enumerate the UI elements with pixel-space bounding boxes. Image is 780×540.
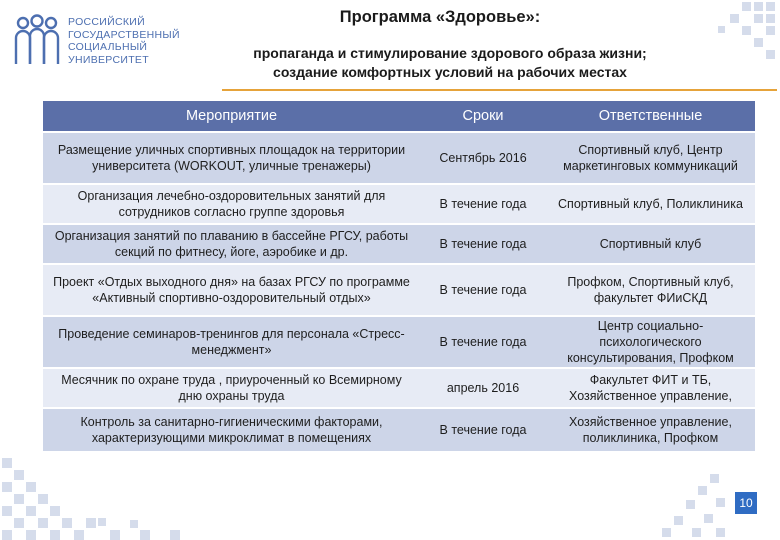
column-header-term: Сроки	[420, 101, 546, 132]
cell-event: Месячник по охране труда , приуроченный ко Всемирному дню охраны труда	[43, 368, 420, 408]
cell-responsible: Хозяйственное управление, поликлиника, Профком	[546, 408, 755, 452]
table-header-row	[43, 101, 755, 132]
subtitle-underline	[222, 89, 777, 91]
decorative-squares-bottom-right	[640, 470, 730, 540]
cell-term: апрель 2016	[420, 368, 546, 408]
logo-line: УНИВЕРСИТЕТ	[68, 53, 149, 66]
cell-term: Сентябрь 2016	[420, 132, 546, 184]
subtitle-line: создание комфортных условий на рабочих местах	[273, 64, 627, 80]
cell-responsible: Спортивный клуб	[546, 224, 755, 264]
cell-term: В течение года	[420, 408, 546, 452]
university-logo	[12, 12, 182, 72]
table-row	[43, 264, 755, 316]
program-table	[43, 101, 755, 453]
cell-event: Контроль за санитарно-гигиеническими факторами, характеризующими микроклимат в помещениях	[43, 408, 420, 452]
cell-responsible: Центр социально-психологического консультирования, Профком	[546, 316, 755, 368]
cell-term: В течение года	[420, 264, 546, 316]
cell-responsible: Профком, Спортивный клуб, факультет ФИиСКД	[546, 264, 755, 316]
cell-responsible: Спортивный клуб, Поликлиника	[546, 184, 755, 224]
logo-line: ГОСУДАРСТВЕННЫЙ	[68, 28, 180, 41]
column-header-event: Мероприятие	[43, 101, 420, 132]
cell-term: В течение года	[420, 224, 546, 264]
decorative-squares-bottom	[0, 448, 240, 540]
cell-event: Организация занятий по плаванию в бассейне РГСУ, работы секций по фитнесу, йоге, аэробике и др.	[43, 224, 420, 264]
cell-event: Организация лечебно-оздоровительных занятий для сотрудников согласно группе здоровья	[43, 184, 420, 224]
column-header-responsible: Ответственные	[546, 101, 755, 132]
cell-responsible: Спортивный клуб, Центр маркетинговых коммуникаций	[546, 132, 755, 184]
cell-responsible: Факультет ФИТ и ТБ, Хозяйственное управление,	[546, 368, 755, 408]
subtitle-line: пропаганда и стимулирование здорового образа жизни;	[253, 45, 647, 61]
logo-emblem-icon	[12, 14, 62, 66]
cell-event: Проект «Отдых выходного дня» на базах РГСУ по программе «Активный спортивно-оздоровительный отдых»	[43, 264, 420, 316]
page-subtitle	[190, 44, 710, 82]
logo-line: РОССИЙСКИЙ	[68, 16, 145, 28]
cell-event: Размещение уличных спортивных площадок на территории университета (WORKOUT, уличные тренажеры)	[43, 132, 420, 184]
page-number-badge: 10	[735, 492, 757, 514]
table-row	[43, 408, 755, 452]
logo-text	[68, 16, 180, 66]
page-title: Программа «Здоровье»:	[339, 8, 541, 26]
cell-event: Проведение семинаров-тренингов для персонала «Стресс-менеджмент»	[43, 316, 420, 368]
cell-term: В течение года	[420, 316, 546, 368]
table-row	[43, 368, 755, 408]
table-row	[43, 132, 755, 184]
table-row	[43, 224, 755, 264]
cell-term: В течение года	[420, 184, 546, 224]
logo-line: СОЦИАЛЬНЫЙ	[68, 41, 148, 53]
table-row	[43, 316, 755, 368]
table-row	[43, 184, 755, 224]
